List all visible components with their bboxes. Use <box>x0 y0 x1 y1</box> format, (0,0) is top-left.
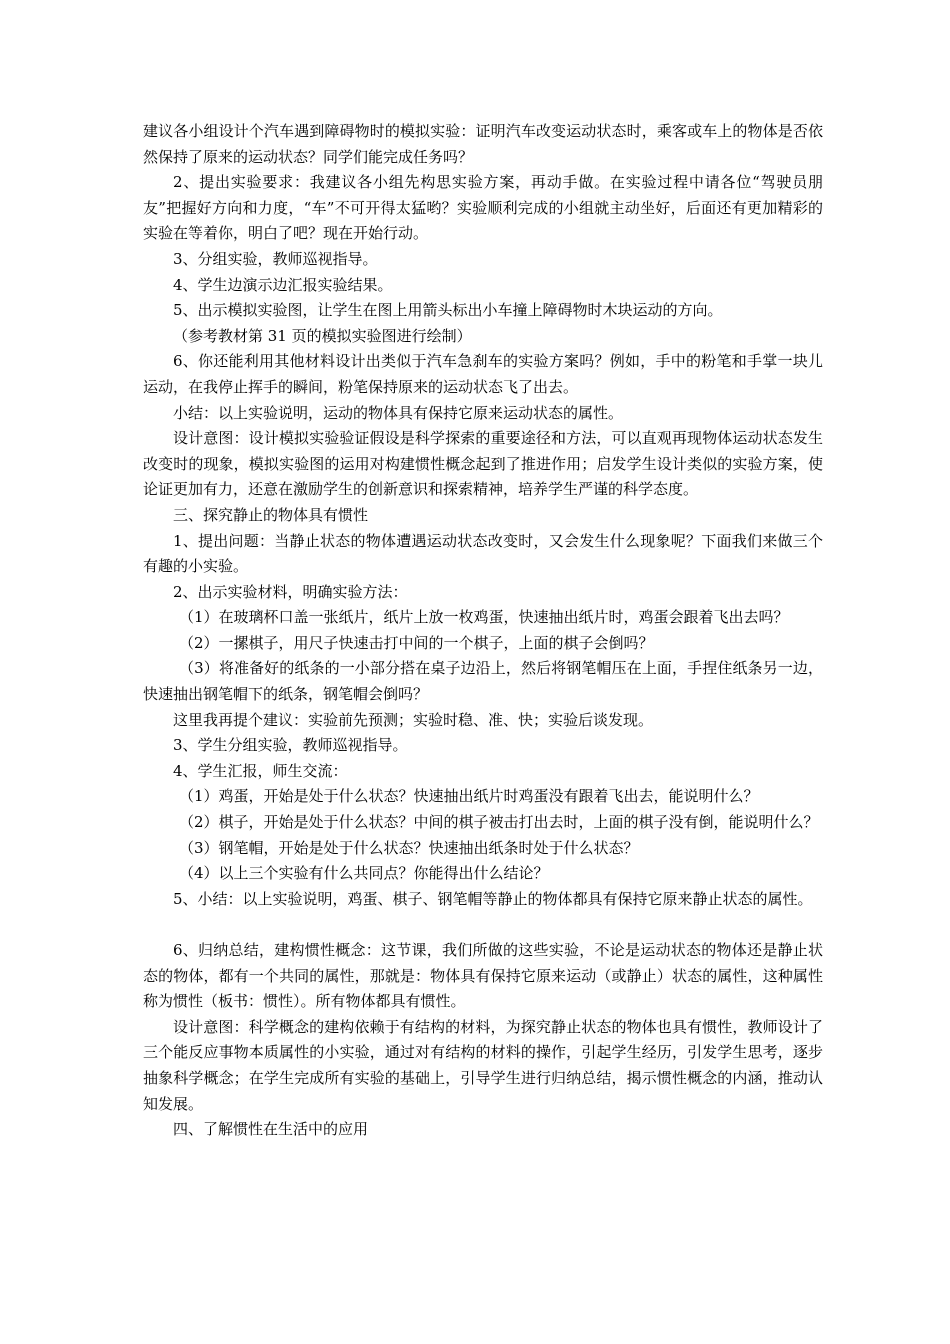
paragraph-show-diagram: 5、出示模拟实验图，让学生在图上用箭头标出小车撞上障碍物时木块运动的方向。 <box>173 301 723 320</box>
paragraph-student-report: 4、学生汇报，师生交流： <box>173 761 348 780</box>
paragraph-requirement: 2、提出实验要求：我建议各小组先构思实验方案，再动手做。在实验过程中请各位“驾驶员朋友”把握好方向和力度，“车”不可开得太猛哟？实验顺利完成的小组就主动坐好，后面还有更加精彩的实验在等着你，明白了吧？现在开始行动。 <box>143 173 823 243</box>
list-item-chess-experiment: （2）一摞棋子，用尺子快速击打中间的一个棋子，上面的棋子会倒吗？ <box>179 633 654 652</box>
document-body <box>143 119 823 1143</box>
paragraph-group-experiment: 3、分组实验，教师巡视指导。 <box>173 249 378 268</box>
list-item-egg-experiment: （1）在玻璃杯口盖一张纸片，纸片上放一枚鸡蛋，快速抽出纸片时，鸡蛋会跟着飞出去吗？ <box>179 608 789 627</box>
paragraph-suggestion: 这里我再提个建议：实验前先预测；实验时稳、准、快；实验后谈发现。 <box>173 710 654 729</box>
list-item-chess-question: （2）棋子，开始是处于什么状态？中间的棋子被击打出去时，上面的棋子没有倒，能说明什么？ <box>179 813 819 832</box>
paragraph-student-groups: 3、学生分组实验，教师巡视指导。 <box>173 736 408 755</box>
paragraph-report: 4、学生边演示边汇报实验结果。 <box>173 275 393 294</box>
paragraph-design-intent-1: 设计意图：设计模拟实验验证假设是科学探索的重要途径和方法，可以直观再现物体运动状态发生改变时的现象，模拟实验图的运用对构建惯性概念起到了推进作用；启发学生设计类似的实验方案，使论证更加有力，还意在激励学生的创新意识和探索精神，培养学生严谨的科学态度。 <box>143 429 823 499</box>
paragraph-reference-note: （参考教材第 31 页的模拟实验图进行绘制） <box>173 326 472 345</box>
paragraph-intro-continuation: 建议各小组设计个汽车遇到障碍物时的模拟实验：证明汽车改变运动状态时，乘客或车上的物体是否依然保持了原来的运动状态？同学们能完成任务吗？ <box>143 122 823 166</box>
section-heading-static-inertia: 三、探究静止的物体具有惯性 <box>173 505 369 524</box>
paragraph-inertia-concept: 6、归纳总结，建构惯性概念：这节课，我们所做的这些实验，不论是运动状态的物体还是静止状态的物体，都有一个共同的属性，那就是：物体具有保持它原来运动（或静止）状态的属性，这种属性称为惯性（板书：惯性）。所有物体都具有惯性。 <box>143 941 823 1011</box>
list-item-pen-cap-question: （3）钢笔帽，开始是处于什么状态？快速抽出纸条时处于什么状态？ <box>179 838 639 857</box>
paragraph-design-intent-2: 设计意图：科学概念的建构依赖于有结构的材料，为探究静止状态的物体也具有惯性，教师设计了三个能反应事物本质属性的小实验，通过对有结构的材料的操作，引起学生经历，引发学生思考，逐步抽象科学概念；在学生完成所有实验的基础上，引导学生进行归纳总结，揭示惯性概念的内涵，推动认知发展。 <box>143 1017 823 1113</box>
paragraph-raise-question: 1、提出问题：当静止状态的物体遭遇运动状态改变时，又会发生什么现象呢？下面我们来做三个有趣的小实验。 <box>143 531 823 576</box>
list-item-common-point: （4）以上三个实验有什么共同点？你能得出什么结论？ <box>179 864 549 883</box>
blank-line <box>143 912 823 938</box>
list-item-pen-cap-experiment: （3）将准备好的纸条的一小部分搭在桌子边沿上，然后将钢笔帽压在上面，手捏住纸条另一边，快速抽出钢笔帽下的纸条，钢笔帽会倒吗？ <box>143 659 823 704</box>
paragraph-materials: 2、出示实验材料，明确实验方法： <box>173 582 408 601</box>
section-heading-applications: 四、了解惯性在生活中的应用 <box>173 1120 369 1139</box>
paragraph-summary-moving: 小结：以上实验说明，运动的物体具有保持它原来运动状态的属性。 <box>173 403 624 422</box>
list-item-egg-question: （1）鸡蛋，开始是处于什么状态？快速抽出纸片时鸡蛋没有跟着飞出去，能说明什么？ <box>179 787 759 806</box>
paragraph-summary-static: 5、小结：以上实验说明，鸡蛋、棋子、钢笔帽等静止的物体都具有保持它原来静止状态的属性。 <box>173 889 813 908</box>
paragraph-other-materials: 6、你还能利用其他材料设计出类似于汽车急刹车的实验方案吗？例如，手中的粉笔和手掌一块儿运动，在我停止挥手的瞬间，粉笔保持原来的运动状态飞了出去。 <box>143 352 823 396</box>
